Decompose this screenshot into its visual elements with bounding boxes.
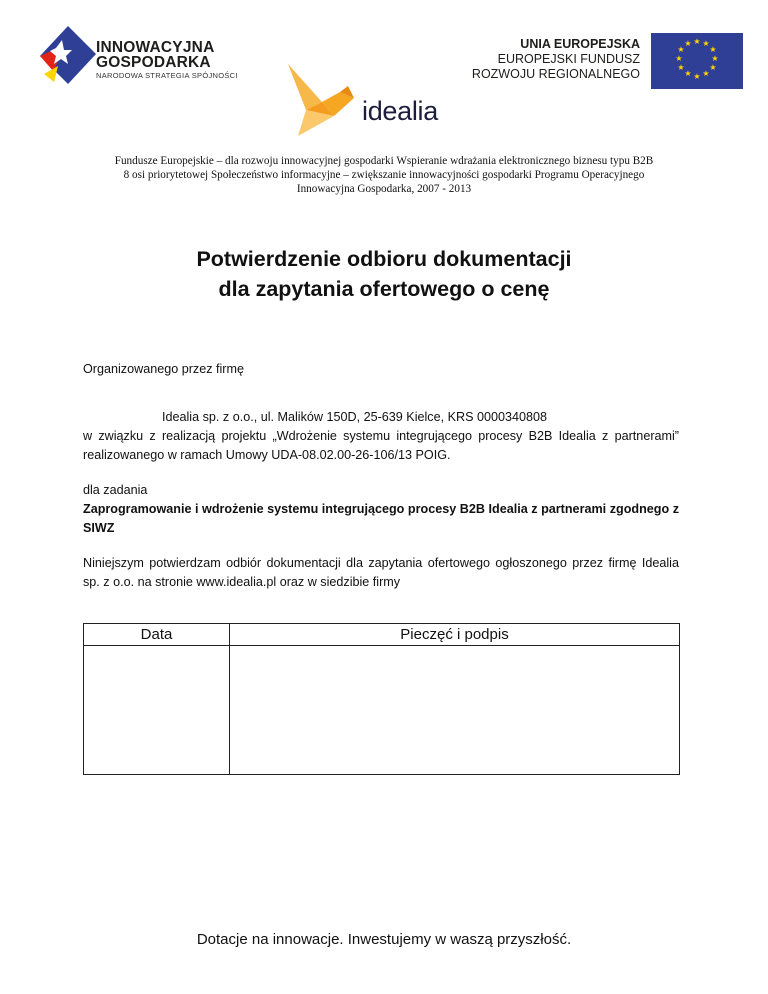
project-text: w związku z realizacją projektu „Wdrożenie systemu integrującego procesy B2B Idealia z partnerami” realizowanego w ramach Umowy UDA-08.02.00-26-106/13 POIG.	[83, 429, 679, 462]
svg-text:★: ★	[675, 54, 683, 63]
svg-text:★: ★	[684, 69, 692, 78]
stamp-signature-header: Pieczęć i podpis	[230, 624, 680, 646]
svg-text:★: ★	[711, 54, 719, 63]
svg-text:★: ★	[709, 63, 717, 72]
svg-text:★: ★	[693, 72, 701, 81]
svg-text:★: ★	[702, 69, 710, 78]
stamp-signature-cell[interactable]	[230, 646, 680, 775]
confirmation-text: Niniejszym potwierdzam odbiór dokumentacji dla zapytania ofertowego ogłoszonego przez firmę Idealia sp. z o.o. na stronie www.idealia.pl oraz w siedzibie firmy	[83, 556, 679, 589]
organized-by-label: Organizowanego przez firmę	[83, 362, 244, 376]
date-header: Data	[84, 624, 230, 646]
funds-note: Fundusze Europejskie – dla rozwoju innowacyjnej gospodarki Wspieranie wdrażania elektronicznego biznesu typu B2B 8 osi priorytetowej Społeczeństwo informacyjne – zwiększanie innowacyjności gospodarki Programu Operacyjnego Innowacyjna Gospodarka, 2007 - 2013	[114, 155, 654, 195]
svg-text:★: ★	[693, 37, 701, 46]
signature-table	[83, 623, 680, 775]
svg-text:★: ★	[677, 63, 685, 72]
idealia-wordmark: idealia	[362, 96, 438, 126]
task-text: Zaprogramowanie i wdrożenie systemu integrującego procesy B2B Idealia z partnerami zgodnego z SIWZ	[83, 502, 679, 535]
page-title: Potwierdzenie odbioru dokumentacji dla zapytania ofertowego o cenę	[196, 247, 572, 301]
svg-text:★: ★	[684, 39, 692, 48]
eu-flag-icon	[651, 33, 743, 89]
svg-text:★: ★	[677, 45, 685, 54]
ig-logo-subtitle: NARODOWA STRATEGIA SPÓJNOŚCI	[96, 71, 238, 80]
company-line: Idealia sp. z o.o., ul. Malików 150D, 25-639 Kielce, KRS 0000340808	[162, 410, 548, 424]
ig-logo-title: INNOWACYJNA GOSPODARKA	[96, 39, 215, 71]
eu-fund-text: UNIA EUROPEJSKA EUROPEJSKI FUNDUSZ ROZWOJU REGIONALNEGO	[471, 37, 640, 81]
footer-slogan: Dotacje na innowacje. Inwestujemy w waszą przyszłość.	[196, 931, 572, 948]
idealia-bird-icon	[282, 62, 364, 138]
svg-text:★: ★	[709, 45, 717, 54]
ig-logo-mark-icon	[40, 26, 96, 84]
task-label: dla zadania	[83, 483, 148, 497]
date-cell[interactable]	[84, 646, 230, 775]
company-project-paragraph	[83, 408, 679, 465]
svg-text:★: ★	[702, 39, 710, 48]
